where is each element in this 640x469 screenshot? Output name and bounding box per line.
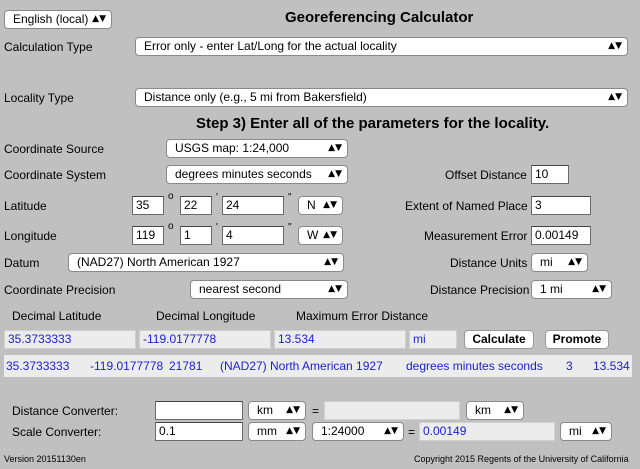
minute-symbol: ' (216, 192, 218, 203)
distance-precision-select[interactable] (531, 280, 612, 299)
select-arrows-icon: ▲▼ (323, 230, 337, 240)
scale-converter-label: Scale Converter: (12, 425, 102, 439)
result-system: degrees minutes seconds (406, 359, 543, 373)
calc-type-select[interactable] (135, 37, 628, 56)
latitude-direction-select[interactable] (298, 196, 343, 215)
promote-button[interactable]: Promote (545, 330, 609, 349)
max-error-units: mi (409, 330, 457, 349)
scale-from-unit-select[interactable] (248, 422, 306, 441)
latitude-label: Latitude (4, 199, 47, 213)
degree-symbol: o (168, 221, 174, 232)
scale-value: 1:24000 (321, 424, 365, 438)
longitude-minutes-input[interactable]: 1 (180, 226, 212, 245)
select-arrows-icon: ▲▼ (504, 405, 518, 415)
language-select-value: English (local) (13, 12, 89, 26)
version-text: Version 20151130en (4, 454, 86, 464)
decimal-longitude-output: -119.0177778 (139, 330, 271, 349)
coord-precision-label: Coordinate Precision (4, 283, 116, 297)
page-title: Georeferencing Calculator (285, 9, 474, 26)
step-heading: Step 3) Enter all of the parameters for the locality. (196, 115, 550, 132)
decimal-longitude-label: Decimal Longitude (156, 309, 256, 323)
latitude-degrees-input[interactable]: 35 (132, 196, 164, 215)
select-arrows-icon: ▲▼ (286, 405, 300, 415)
scale-select[interactable] (312, 422, 404, 441)
scale-converter-input[interactable]: 0.1 (155, 422, 243, 441)
coord-source-label: Coordinate Source (4, 142, 105, 156)
select-arrows-icon: ▲▼ (324, 257, 338, 267)
decimal-latitude-output: 35.3733333 (4, 330, 136, 349)
locality-type-label: Locality Type (4, 91, 74, 105)
calc-type-value: Error only - enter Lat/Long for the actual locality (144, 39, 397, 53)
select-arrows-icon: ▲▼ (328, 169, 342, 179)
coord-source-value: USGS map: 1:24,000 (175, 141, 290, 155)
scale-converter-output: 0.00149 (419, 422, 555, 441)
result-row (4, 355, 632, 377)
select-arrows-icon: ▲▼ (323, 200, 337, 210)
select-arrows-icon: ▲▼ (328, 284, 342, 294)
longitude-label: Longitude (4, 229, 57, 243)
longitude-direction-select[interactable] (298, 226, 343, 245)
extent-label: Extent of Named Place (405, 199, 528, 213)
longitude-degrees-input[interactable]: 119 (132, 226, 164, 245)
degree-symbol: o (168, 191, 174, 202)
select-arrows-icon: ▲▼ (286, 426, 300, 436)
calc-type-label: Calculation Type (4, 40, 93, 54)
locality-type-select[interactable] (135, 88, 628, 107)
measurement-error-label: Measurement Error (424, 229, 528, 243)
distance-units-value: mi (540, 255, 553, 269)
second-symbol: " (288, 192, 292, 203)
scale-to-unit-select[interactable] (560, 422, 612, 441)
select-arrows-icon: ▲▼ (328, 143, 342, 153)
distance-precision-value: 1 mi (540, 282, 563, 296)
decimal-latitude-label: Decimal Latitude (12, 309, 102, 323)
distance-converter-input[interactable] (155, 401, 243, 420)
latitude-seconds-input[interactable]: 24 (222, 196, 284, 215)
datum-label: Datum (4, 256, 40, 270)
coord-precision-value: nearest second (199, 282, 282, 296)
select-arrows-icon: ▲▼ (608, 92, 622, 102)
result-code: 21781 (169, 359, 203, 373)
datum-value: (NAD27) North American 1927 (77, 255, 240, 269)
distance-precision-label: Distance Precision (430, 283, 530, 297)
minute-symbol: ' (216, 222, 218, 233)
distance-units-label: Distance Units (450, 256, 528, 270)
equals-sign: = (312, 404, 320, 418)
coord-system-select[interactable] (166, 165, 348, 184)
select-arrows-icon: ▲▼ (384, 426, 398, 436)
max-error-label: Maximum Error Distance (296, 309, 429, 323)
copyright-text: Copyright 2015 Regents of the University of California (414, 454, 629, 464)
select-arrows-icon: ▲▼ (608, 41, 622, 51)
latitude-minutes-input[interactable]: 22 (180, 196, 212, 215)
extent-input[interactable]: 3 (531, 196, 591, 215)
distance-units-select[interactable] (531, 253, 588, 272)
datum-select[interactable] (68, 253, 344, 272)
result-latitude: 35.3733333 (6, 359, 70, 373)
select-arrows-icon: ▲▼ (92, 14, 106, 24)
distance-from-unit-value: km (257, 403, 273, 417)
equals-sign: = (408, 425, 416, 439)
longitude-seconds-input[interactable]: 4 (222, 226, 284, 245)
latitude-direction-value: N (307, 198, 316, 212)
scale-from-unit-value: mm (257, 424, 277, 438)
select-arrows-icon: ▲▼ (592, 284, 606, 294)
result-datum: (NAD27) North American 1927 (220, 359, 383, 373)
result-count: 3 (566, 359, 573, 373)
offset-distance-input[interactable]: 10 (531, 165, 569, 184)
coord-source-select[interactable] (166, 139, 348, 158)
measurement-error-input[interactable]: 0.00149 (531, 226, 591, 245)
locality-type-value: Distance only (e.g., 5 mi from Bakersfield) (144, 90, 367, 104)
result-error: 13.534 (593, 359, 630, 373)
distance-converter-label: Distance Converter: (12, 404, 119, 418)
select-arrows-icon: ▲▼ (592, 426, 606, 436)
coord-precision-select[interactable] (190, 280, 348, 299)
offset-distance-label: Offset Distance (445, 168, 527, 182)
second-symbol: " (288, 222, 292, 233)
longitude-direction-value: W (307, 228, 319, 242)
language-select[interactable] (4, 10, 112, 29)
calculate-button[interactable]: Calculate (464, 330, 534, 349)
max-error-output: 13.534 (274, 330, 406, 349)
distance-to-unit-select[interactable] (466, 401, 524, 420)
select-arrows-icon: ▲▼ (568, 257, 582, 267)
coord-system-value: degrees minutes seconds (175, 167, 312, 181)
distance-converter-output (324, 401, 460, 420)
coord-system-label: Coordinate System (4, 168, 107, 182)
result-longitude: -119.0177778 (90, 359, 164, 373)
distance-to-unit-value: km (475, 403, 491, 417)
scale-to-unit-value: mi (569, 424, 582, 438)
distance-from-unit-select[interactable] (248, 401, 306, 420)
